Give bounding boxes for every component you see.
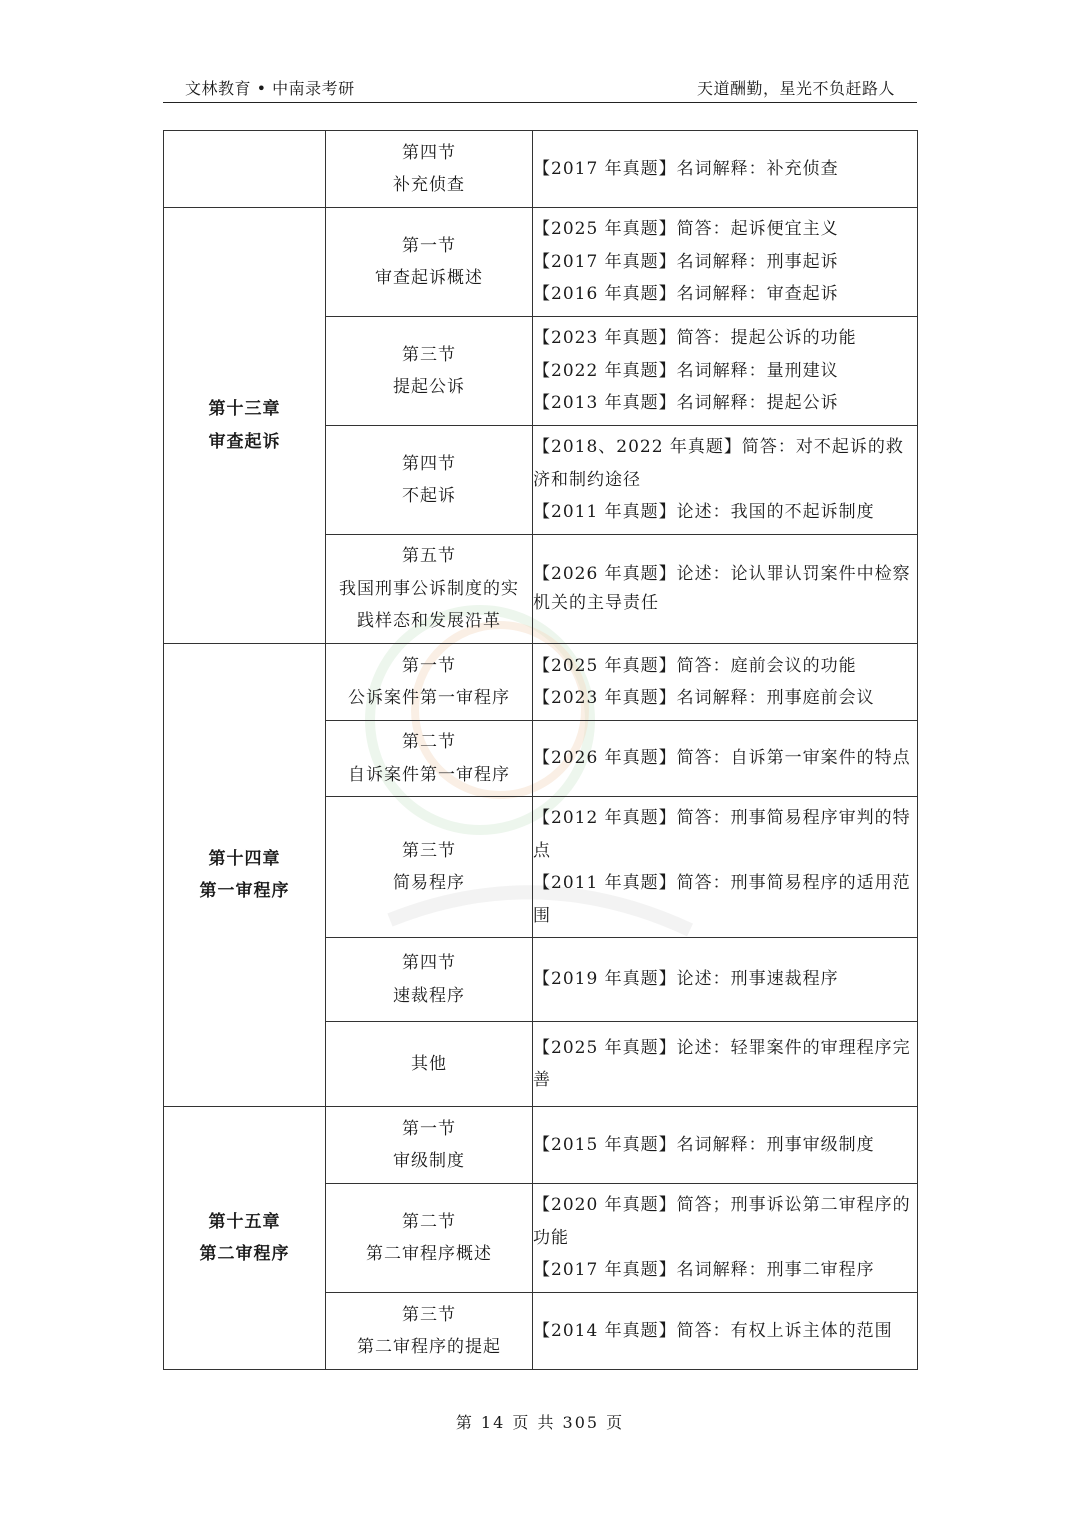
chapter-title: 第二审程序 <box>199 1244 290 1264</box>
question-item: 【2023 年真题】名词解释：刑事庭前会议 <box>533 688 875 708</box>
table-row <box>164 644 918 721</box>
section-number: 第四节 <box>402 453 456 474</box>
section-number: 第二节 <box>402 1211 456 1232</box>
question-item: 【2011 年真题】简答：刑事简易程序的适用范围 <box>533 873 911 926</box>
section-title: 简易程序 <box>393 873 465 893</box>
chapter-cell <box>164 644 326 1107</box>
section-title: 审查起诉概述 <box>375 268 483 288</box>
section-cell <box>326 1184 533 1293</box>
exam-topic-table <box>163 130 918 1370</box>
section-number: 第四节 <box>402 953 456 973</box>
question-cell <box>533 1293 918 1370</box>
question-item: 【2023 年真题】简答：提起公诉的功能 <box>533 328 857 349</box>
question-item: 【2014 年真题】简答：有权上诉主体的范围 <box>533 1320 893 1341</box>
question-cell <box>533 938 918 1022</box>
table-row <box>164 208 918 317</box>
section-cell <box>326 208 533 317</box>
page-footer: 第 14 页 共 305 页 <box>455 1413 625 1432</box>
question-cell <box>533 317 918 426</box>
question-cell <box>533 1184 918 1293</box>
section-cell <box>326 721 533 797</box>
question-item: 【2022 年真题】名词解释：量刑建议 <box>533 360 839 381</box>
section-title: 第二审程序概述 <box>366 1244 492 1264</box>
question-item: 【2020 年真题】简答；刑事诉讼第二审程序的功能 <box>533 1195 911 1248</box>
section-number: 第一节 <box>402 655 456 676</box>
question-item: 【2025 年真题】论述：轻罪案件的审理程序完善 <box>533 1037 911 1090</box>
section-number: 第五节 <box>402 546 456 567</box>
question-item: 【2026 年真题】简答：自诉第一审案件的特点 <box>533 748 911 769</box>
chapter-cell <box>164 208 326 644</box>
question-item: 【2025 年真题】简答：庭前会议的功能 <box>533 655 857 676</box>
section-title: 第二审程序的提起 <box>357 1337 501 1357</box>
question-item: 【2017 年真题】名词解释：刑事二审程序 <box>533 1260 875 1281</box>
section-cell <box>326 1022 533 1107</box>
section-title-cont: 践样态和发展沿革 <box>357 611 501 632</box>
question-item: 【2012 年真题】简答：刑事简易程序审判的特点 <box>533 808 911 861</box>
chapter-title: 审查起诉 <box>208 431 281 452</box>
section-cell <box>326 938 533 1022</box>
section-title: 自诉案件第一审程序 <box>348 764 510 785</box>
section-cell <box>326 317 533 426</box>
chapter-number: 第十三章 <box>208 399 281 419</box>
question-item: 【2011 年真题】论述：我国的不起诉制度 <box>533 502 875 523</box>
section-number: 第二节 <box>402 732 456 752</box>
header-left-text: 文林教育 • 中南录考研 <box>185 79 355 98</box>
section-title: 我国刑事公诉制度的实 <box>339 578 519 599</box>
chapter-cell <box>164 1107 326 1370</box>
question-item: 【2017 年真题】名词解释：补充侦查 <box>533 158 839 179</box>
section-cell <box>326 1293 533 1370</box>
section-number: 第四节 <box>402 142 456 163</box>
section-cell <box>326 797 533 938</box>
chapter-cell-empty <box>164 131 326 208</box>
section-title: 速裁程序 <box>393 985 465 1006</box>
section-number: 第一节 <box>402 235 456 256</box>
section-title: 提起公诉 <box>393 377 465 397</box>
question-item: 【2013 年真题】名词解释：提起公诉 <box>533 393 839 414</box>
question-item: 【2015 年真题】名词解释：刑事审级制度 <box>533 1134 875 1155</box>
question-cell <box>533 426 918 535</box>
header-right-text: 天道酬勤，星光不负赶路人 <box>696 79 895 98</box>
section-cell <box>326 131 533 208</box>
question-cell <box>533 644 918 721</box>
chapter-title: 第一审程序 <box>199 881 290 901</box>
question-item: 【2025 年真题】简答：起诉便宜主义 <box>533 219 839 240</box>
question-item: 【2017 年真题】名词解释：刑事起诉 <box>533 251 839 272</box>
question-cell <box>533 131 918 208</box>
page-header <box>163 74 917 103</box>
chapter-number: 第十五章 <box>208 1211 281 1232</box>
section-number: 第三节 <box>402 344 456 365</box>
chapter-number: 第十四章 <box>208 848 281 869</box>
question-cell <box>533 1022 918 1107</box>
section-title: 其他 <box>411 1053 447 1074</box>
section-cell <box>326 644 533 721</box>
question-item: 【2016 年真题】名词解释：审查起诉 <box>533 284 839 305</box>
section-title: 审级制度 <box>393 1151 465 1171</box>
section-title: 公诉案件第一审程序 <box>348 688 510 708</box>
question-item: 【2026 年真题】论述：论认罪认罚案件中检察机关的主导责任 <box>533 564 911 613</box>
question-cell <box>533 535 918 644</box>
section-number: 第一节 <box>402 1118 456 1139</box>
question-cell <box>533 1107 918 1184</box>
table-row <box>164 131 918 208</box>
question-cell <box>533 721 918 797</box>
question-item: 【2018、2022 年真题】简答：对不起诉的救济和制约途径 <box>533 437 904 490</box>
section-title: 补充侦查 <box>393 175 465 195</box>
section-number: 第三节 <box>402 840 456 861</box>
question-cell <box>533 208 918 317</box>
table-row <box>164 1107 918 1184</box>
question-cell <box>533 797 918 938</box>
section-cell <box>326 426 533 535</box>
section-title: 不起诉 <box>402 486 456 506</box>
section-number: 第三节 <box>402 1304 456 1325</box>
section-cell <box>326 1107 533 1184</box>
section-cell <box>326 535 533 644</box>
question-item: 【2019 年真题】论述：刑事速裁程序 <box>533 969 839 990</box>
